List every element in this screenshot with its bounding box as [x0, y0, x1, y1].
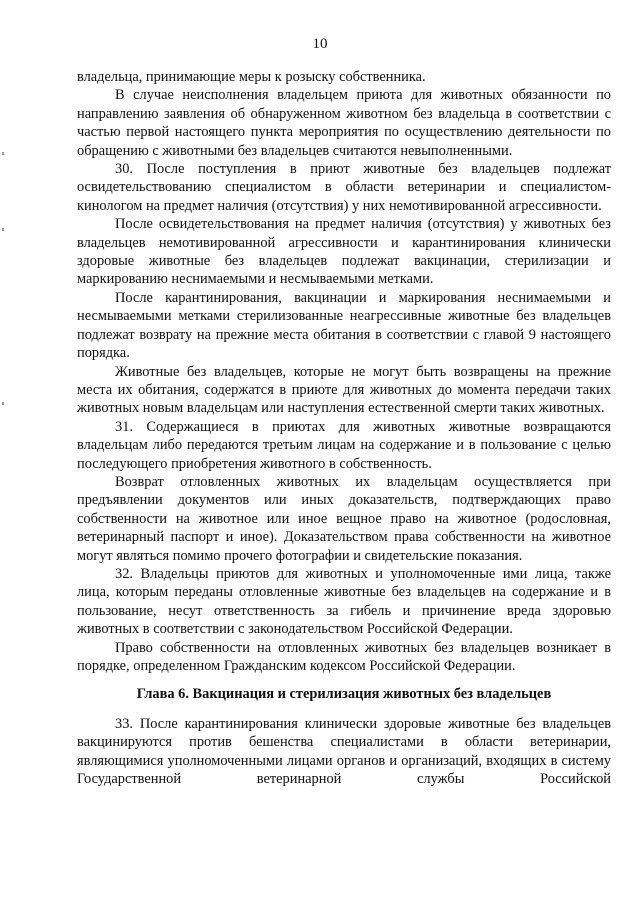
paragraph: Животные без владельцев, которые не могут быть возвращены на прежние места их обитания, содержатся в приюте для животных до момента передачи таких животных новым владельцам или наступления естественной смерти таких животных. — [77, 363, 611, 417]
paragraph: После освидетельствования на предмет наличия (отсутствия) у животных без владельцев немотивированной агрессивности и карантинирования клинически здоровые животные без владельцев подлежат вакцинации, стерилизации и маркированию неснимаемыми и несмываемыми метками. — [77, 216, 611, 288]
margin-mark — [2, 152, 4, 155]
document-body — [77, 68, 611, 788]
page-number: 10 — [312, 36, 328, 52]
paragraph: Возврат отловленных животных их владельцам осуществляется при предъявлении документов или иных доказательств, подтверждающих право собственности на животное или иное вещное право на животное (родословная, ветеринарный паспорт и иное). Доказательством права собственности на животное могут являться помимо прочего фотографии и свидетельские показания. — [77, 473, 611, 564]
paragraph-item-31: 31. Содержащиеся в приютах для животных животные возвращаются владельцам либо передаются третьим лицам на содержание и в пользование с целью последующего приобретения животного в собственность. — [77, 418, 611, 472]
paragraph: В случае неисполнения владельцем приюта для животных обязанности по направлению заявления об обнаруженном животном без владельца в соответствии с частью первой настоящего пункта мероприятия по осуществлению деятельности по обращению с животными без владельцев считаются невыполненными. — [77, 87, 611, 159]
paragraph: Право собственности на отловленных животных без владельцев возникает в порядке, определенном Гражданским кодексом Российской Федерации. — [77, 639, 611, 674]
chapter-heading: Глава 6. Вакцинация и стерилизация животных без владельцев — [136, 686, 552, 703]
margin-mark — [2, 228, 4, 231]
paragraph-item-32: 32. Владельцы приютов для животных и уполномоченные ими лица, также лица, которым переданы отловленные животные без владельцев на содержание и в пользование, несут ответственность за гибель и причинение вреда здоровью животных в соответствии с законодательством Российской Федерации. — [77, 565, 611, 638]
paragraph-item-30: 30. После поступления в приют животные без владельцев подлежат освидетельствованию специалистом в области ветеринарии и специалистом-кинологом на предмет наличия (отсутствия) у них немотивированной агрессивности. — [77, 161, 611, 214]
paragraph: После карантинирования, вакцинации и маркирования неснимаемыми и несмываемыми метками стерилизованные неагрессивные животные без владельцев подлежат возврату на прежние места обитания в соответствии с главой 9 настоящего порядка. — [77, 289, 611, 362]
paragraph-item-33: 33. После карантинирования клинически здоровые животные без владельцев вакцинируются против бешенства специалистами в области ветеринарии, являющимися уполномоченными лицами органов и организаций, входящих в систему Государственной ветеринарной службы Российской — [77, 715, 611, 788]
paragraph-continuation: владельца, принимающие меры к розыску собственника. — [77, 69, 426, 85]
margin-mark — [2, 402, 4, 405]
